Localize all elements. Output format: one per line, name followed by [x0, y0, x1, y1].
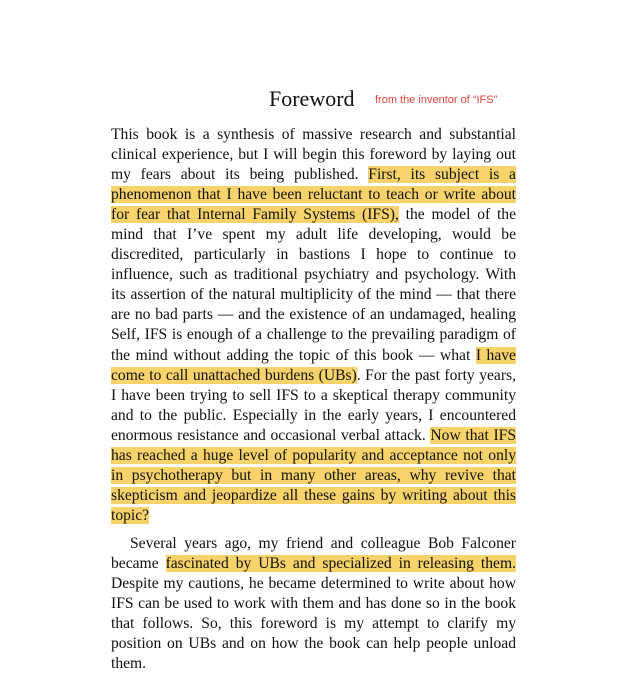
- paragraph-1: [111, 125, 516, 526]
- highlighted-text: First, its subject is a phenomenon that I have been reluctant to teach or write about for fear that Internal Family Systems (IFS),: [111, 166, 516, 224]
- text-segment: Several years ago, my friend and colleague Bob Falconer became: [111, 535, 516, 573]
- highlighted-text: Now that IFS has reached a huge level of popularity and acceptance not only in psychotherapy but in many other areas, why revive that skepticism and jeopardize all these gains by writing about this topic?: [111, 426, 516, 524]
- highlighted-text: I have come to call unattached burdens (UBs): [111, 346, 516, 384]
- text-segment: This book is a synthesis of massive research and substantial clinical experience, but I will begin this foreword by laying out my fears about its being published.: [111, 126, 516, 184]
- text-segment: the model of the mind that I’ve spent my adult life developing, would be discredited, particularly in bastions I hope to continue to influence, such as traditional psychiatry and psychology. With its assertion of the natural multiplicity of the mind — that there are no bad parts — and the existence of an undamaged, healing Self, IFS is enough of a challenge to the prevailing paradigm of the mind without adding the topic of this book — what: [111, 206, 516, 364]
- text-segment: . For the past forty years, I have been trying to sell IFS to a skeptical therapy community and to the public. Especially in the early years, I encountered enormous resistance and occasional verbal attack.: [111, 366, 516, 444]
- paragraph-2: [111, 534, 516, 674]
- subtitle-annotation: from the inventor of “IFS”: [375, 94, 498, 106]
- text-segment: Despite my cautions, he became determined to write about how IFS can be used to work with them and has done so in the book that follows. So, this foreword is my attempt to clarify my position on UBs and on how the book can help people unload them.: [111, 575, 516, 673]
- page-title: Foreword: [269, 86, 355, 111]
- highlighted-text: fascinated by UBs and specialized in releasing them.: [165, 555, 516, 573]
